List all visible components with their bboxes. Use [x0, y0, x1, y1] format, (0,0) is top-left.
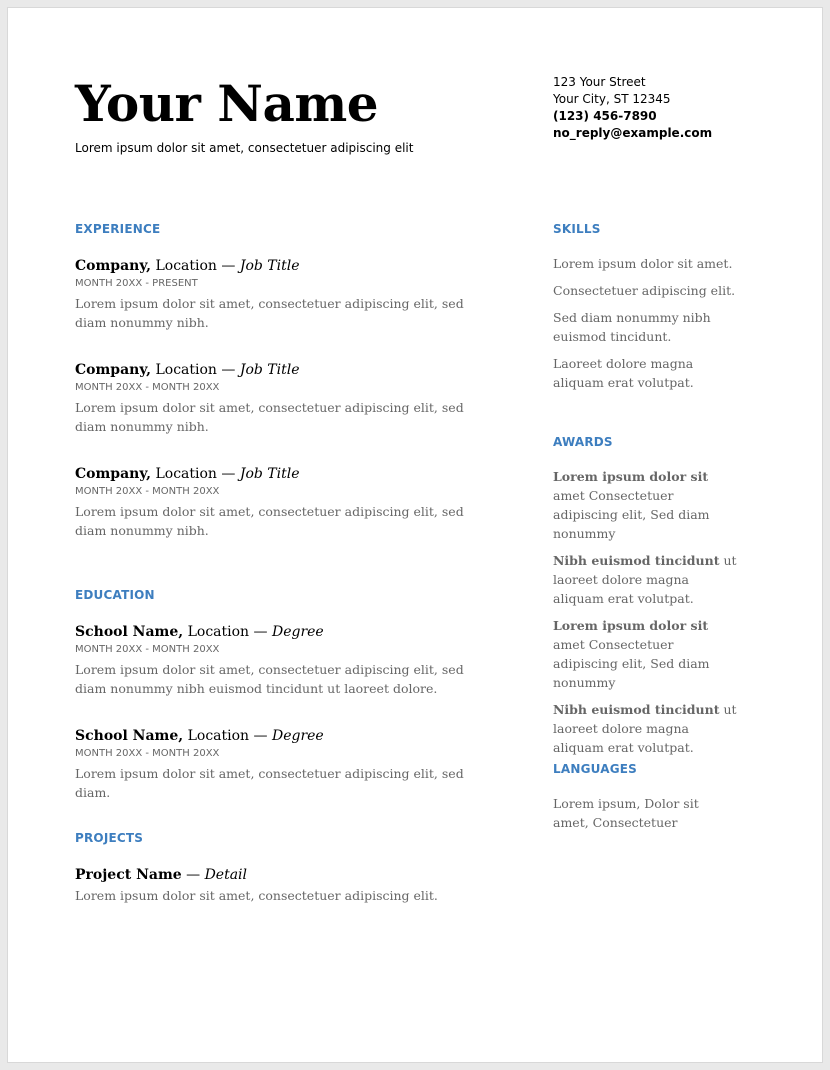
education-entry — [75, 726, 495, 802]
entry-heading: Company, Location — Job Title — [75, 466, 300, 482]
entry-heading: Project Name — Detail — [75, 867, 248, 883]
award-item: Lorem ipsum dolor sit amet Consectetuer adipiscing elit, Sed diam nonummy — [553, 618, 710, 690]
entry-dates: MONTH 20XX - MONTH 20XX — [75, 382, 220, 393]
awards-heading: AWARDS — [553, 435, 613, 449]
contact-phone: (123) 456-7890 — [553, 109, 657, 123]
candidate-name: Your Name — [75, 74, 379, 133]
award-item: Nibh euismod tincidunt ut laoreet dolore magna aliquam erat volutpat. — [553, 553, 737, 606]
entry-description: Lorem ipsum dolor sit amet, consectetuer adipiscing elit, sed diam. — [75, 766, 464, 800]
contact-street: 123 Your Street — [553, 75, 646, 89]
entry-dates: MONTH 20XX - MONTH 20XX — [75, 486, 220, 497]
contact-block — [553, 74, 712, 142]
entry-heading: School Name, Location — Degree — [75, 624, 324, 640]
languages-text: Lorem ipsum, Dolor sit amet, Consectetuer — [553, 796, 699, 830]
tagline: Lorem ipsum dolor sit amet, consectetuer adipiscing elit — [75, 141, 414, 155]
contact-city: Your City, ST 12345 — [553, 92, 671, 106]
education-entry — [75, 622, 495, 698]
entry-heading: Company, Location — Job Title — [75, 362, 300, 378]
skill-item: Sed diam nonummy nibh euismod tincidunt. — [553, 310, 711, 344]
skill-item: Consectetuer adipiscing elit. — [553, 283, 736, 298]
entry-dates: MONTH 20XX - MONTH 20XX — [75, 748, 220, 759]
experience-entry — [75, 360, 495, 436]
languages-heading: LANGUAGES — [553, 762, 637, 776]
entry-description: Lorem ipsum dolor sit amet, consectetuer adipiscing elit, sed diam nonummy nibh euismod tincidunt ut laoreet dolore. — [75, 662, 464, 696]
award-item: Lorem ipsum dolor sit amet Consectetuer adipiscing elit, Sed diam nonummy — [553, 469, 710, 541]
education-heading: EDUCATION — [75, 588, 155, 602]
skills-heading: SKILLS — [553, 222, 601, 236]
award-item: Nibh euismod tincidunt ut laoreet dolore magna aliquam erat volutpat. — [553, 702, 737, 755]
entry-dates: MONTH 20XX - PRESENT — [75, 278, 198, 289]
experience-entry — [75, 464, 495, 540]
entry-description: Lorem ipsum dolor sit amet, consectetuer adipiscing elit, sed diam nonummy nibh. — [75, 504, 464, 538]
entry-heading: School Name, Location — Degree — [75, 728, 324, 744]
projects-heading: PROJECTS — [75, 831, 144, 845]
contact-email: no_reply@example.com — [553, 126, 713, 140]
entry-description: Lorem ipsum dolor sit amet, consectetuer adipiscing elit, sed diam nonummy nibh. — [75, 296, 464, 330]
awards-list — [553, 467, 738, 765]
entry-heading: Company, Location — Job Title — [75, 258, 300, 274]
experience-heading: EXPERIENCE — [75, 222, 161, 236]
skill-item: Lorem ipsum dolor sit amet. — [553, 256, 733, 271]
entry-description: Lorem ipsum dolor sit amet, consectetuer adipiscing elit, sed diam nonummy nibh. — [75, 400, 464, 434]
resume-page — [7, 7, 823, 1063]
entry-dates: MONTH 20XX - MONTH 20XX — [75, 644, 220, 655]
skills-list — [553, 254, 753, 400]
skill-item: Laoreet dolore magna aliquam erat volutpat. — [553, 356, 694, 390]
entry-description: Lorem ipsum dolor sit amet, consectetuer adipiscing elit. — [75, 888, 438, 903]
project-entry — [75, 865, 495, 905]
experience-entry — [75, 256, 495, 332]
